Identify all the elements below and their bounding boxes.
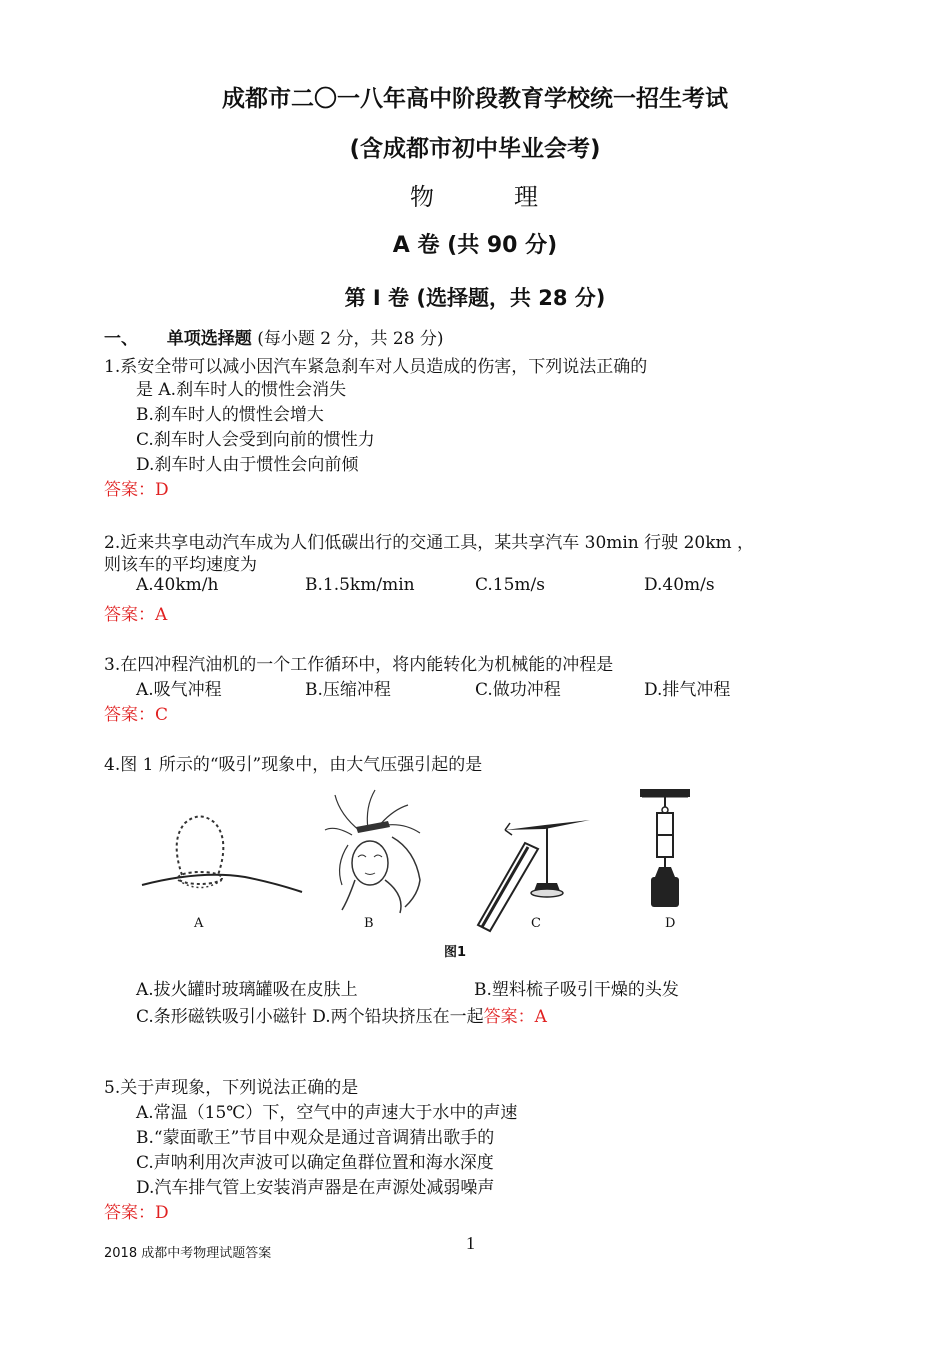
question-5-option-b: B.“蒙面歌王”节目中观众是通过音调猜出歌手的 bbox=[136, 1128, 495, 1148]
question-3-option-d: D.排气冲程 bbox=[644, 680, 731, 700]
exam-title: 成都市二〇一八年高中阶段教育学校统一招生考试 bbox=[222, 86, 728, 112]
figure-1-c-magnet-needle bbox=[478, 820, 590, 931]
paper-a-title: A 卷 (共 90 分) bbox=[392, 233, 558, 258]
question-1-option-b: B.刹车时人的惯性会增大 bbox=[136, 405, 324, 425]
question-1-answer: 答案：D bbox=[104, 480, 169, 500]
question-2-option-a: A.40km/h bbox=[136, 575, 219, 595]
section-note: (每小题 2 分，共 28 分) bbox=[257, 329, 444, 349]
figure-1 bbox=[130, 785, 730, 965]
question-3-option-a: A.吸气冲程 bbox=[136, 680, 222, 700]
figure-1-label-b: B bbox=[364, 916, 374, 931]
footer-doc-name: 2018 成都中考物理试题答案 bbox=[104, 1246, 272, 1261]
figure-1-caption: 图1 bbox=[444, 945, 467, 960]
question-5-answer: 答案：D bbox=[104, 1203, 169, 1223]
question-3-answer: 答案：C bbox=[104, 705, 169, 725]
question-2-stem: 2.近来共享电动汽车成为人们低碳出行的交通工具，某共享汽车 30min 行驶 20km ， bbox=[104, 533, 755, 553]
question-3-option-c: C.做功冲程 bbox=[475, 680, 561, 700]
question-2-option-c: C.15m/s bbox=[475, 575, 546, 595]
question-3-option-b: B.压缩冲程 bbox=[305, 680, 391, 700]
question-3-stem: 3.在四冲程汽油机的一个工作循环中，将内能转化为机械能的冲程是 bbox=[104, 655, 614, 675]
section-name: 单项选择题 bbox=[166, 329, 252, 349]
question-1-stem-cont: 是 A.刹车时人的惯性会消失 bbox=[136, 380, 347, 400]
question-2-option-b: B.1.5km/min bbox=[305, 575, 415, 595]
question-1-option-d: D.刹车时人由于惯性会向前倾 bbox=[136, 455, 359, 475]
question-2-stem-cont: 则该车的平均速度为 bbox=[104, 555, 257, 575]
figure-1-a-cupping-jar bbox=[142, 817, 302, 893]
section-heading bbox=[104, 324, 444, 349]
question-4-answer: 答案：A bbox=[483, 1007, 547, 1027]
question-2-answer: 答案：A bbox=[104, 605, 168, 625]
page-number: 1 bbox=[466, 1233, 475, 1253]
question-5-option-c: C.声呐利用次声波可以确定鱼群位置和海水深度 bbox=[136, 1153, 494, 1173]
question-5-option-a: A.常温（15℃）下，空气中的声速大于水中的声速 bbox=[136, 1103, 518, 1123]
subject-title: 物 理 bbox=[410, 183, 540, 211]
question-4-option-cd-text: C.条形磁铁吸引小磁针 D.两个铅块挤压在一起 bbox=[136, 1007, 484, 1027]
question-2-option-d: D.40m/s bbox=[644, 575, 715, 595]
figure-1-label-a: A bbox=[194, 916, 204, 931]
question-5-option-d: D.汽车排气管上安装消声器是在声源处减弱噪声 bbox=[136, 1178, 495, 1198]
exam-subtitle: (含成都市初中毕业会考) bbox=[349, 136, 601, 162]
figure-1-d-lead-blocks bbox=[640, 789, 690, 907]
question-1-stem: 1.系安全带可以减小因汽车紧急刹车对人员造成的伤害，下列说法正确的 bbox=[104, 357, 648, 377]
figure-1-b-comb-hair bbox=[325, 790, 420, 913]
figure-1-label-c: C bbox=[531, 916, 541, 931]
question-4-stem: 4.图 1 所示的“吸引”现象中，由大气压强引起的是 bbox=[104, 755, 483, 775]
question-4-option-cd bbox=[136, 1002, 547, 1027]
section-number: 一、 bbox=[104, 329, 138, 349]
figure-1-label-d: D bbox=[665, 916, 676, 931]
part-1-title: 第 I 卷 (选择题，共 28 分) bbox=[344, 286, 606, 310]
question-1-option-c: C.刹车时人会受到向前的惯性力 bbox=[136, 430, 375, 450]
question-5-stem: 5.关于声现象，下列说法正确的是 bbox=[104, 1078, 359, 1098]
question-4-option-b: B.塑料梳子吸引干燥的头发 bbox=[474, 980, 679, 1000]
question-4-option-a: A.拔火罐时玻璃罐吸在皮肤上 bbox=[136, 980, 358, 1000]
